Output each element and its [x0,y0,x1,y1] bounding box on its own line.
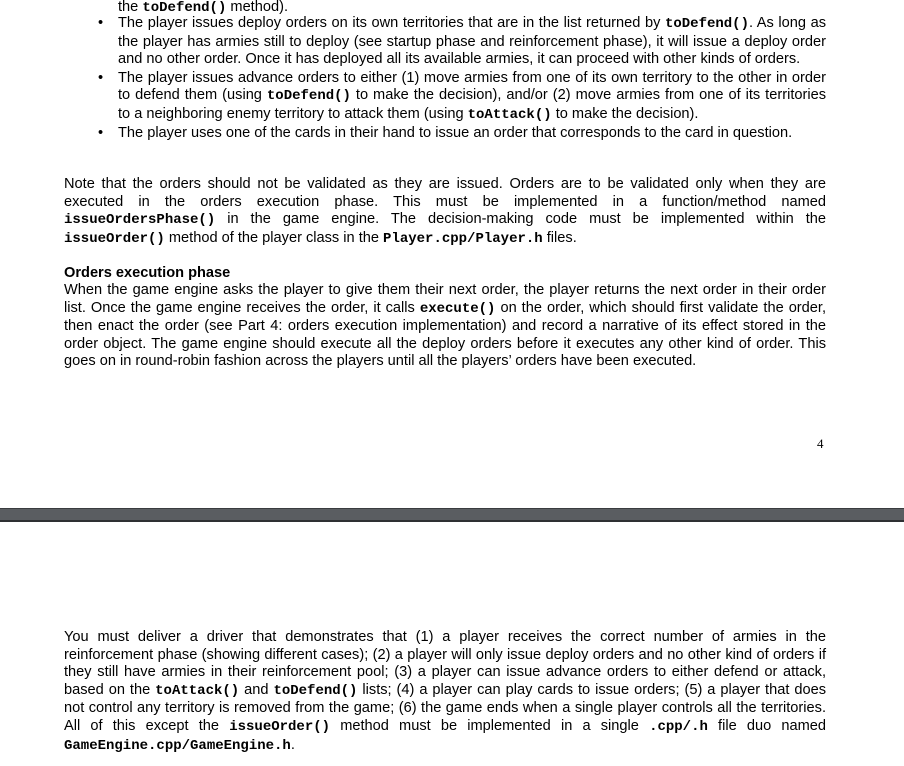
text-run: lists; (4) a player can play cards to issue orders; (5) a player that does not control any territory is removed from the game; (6) the game ends when a single player controls all the territories. All of this except the [64,681,826,734]
code-run: issueOrdersPhase() [64,212,216,229]
text-run: files. [542,229,577,246]
code-run: execute() [419,300,496,317]
driver-paragraph [64,629,826,755]
text-run: method). [226,0,289,15]
execution-phase-heading: Orders execution phase [64,265,231,281]
page-separator [0,508,904,522]
page-number: 4 [817,436,824,451]
bullet-item [96,70,826,125]
player-orders-bullet-list [96,15,826,144]
text-run: method must be implemented in a single [330,717,650,734]
code-run: .cpp/.h [649,718,708,735]
text-run: to make the decision), and/or (2) move armies from one of its territories to a neighboring enemy territory to attack them (using [118,87,827,122]
text-run: . [290,736,295,753]
text-run: The player issues deploy orders on its own territories that are in the list returned by [118,15,665,31]
text-run: and [239,681,274,698]
text-run: the [118,0,143,15]
code-run: issueOrder() [229,718,331,735]
text-run: on the order, which should first validate the order, then enact the order (see Part 4: orders execution implementation) and record a narrative of its effect stored in the order object. The game engine should execute all the deploy orders before it executes any other kind of order. This goes on in round-robin fashion across the players until all the players’ orders have been executed. [64,299,827,370]
bullet-item [96,125,826,143]
code-run: GameEngine.cpp/GameEngine.h [64,737,291,754]
code-run: toDefend() [664,16,749,32]
text-run: to make the decision). [551,105,699,122]
note-paragraph [64,176,826,248]
text-run: . As long as the player has armies still to deploy (see startup phase and reinforcement phase), it will issue a deploy order and no other order. Once it has deployed all its available armies, it can proceed with other kinds of orders. [118,15,826,67]
text-run: The player issues advance orders to either (1) move armies from one of its own territory to the other in order to defend them (using [118,69,826,103]
text-run: When the game engine asks the player to give them their next order, the player returns the next order in their order list. Once the game engine receives the order, it calls [64,282,826,316]
execution-paragraph [64,282,826,371]
code-run: toDefend() [273,682,358,699]
code-run: toAttack() [155,682,240,699]
text-run: The player uses one of the cards in their hand to issue an order that corresponds to the card in question. [118,125,793,141]
bullet-item [96,15,826,69]
code-run: issueOrder() [64,230,165,247]
text-run: in the game engine. The decision-making code must be implemented within the [215,211,826,228]
code-run: Player.cpp/Player.h [383,230,543,247]
text-run: You must deliver a driver that demonstrates that (1) a player receives the correct number of armies in the reinforcement phase (showing different cases); (2) a player will only issue deploy orders and no other kind of orders if they still have armies in their reinforcement pool; (3) a player can issue advance orders to either defend or attack, based on the [64,629,826,698]
text-run: Note that the orders should not be validated as they are issued. Orders are to be validated only when they are executed in the orders execution phase. This must be implemented in a function/method named [64,176,826,210]
code-run: toDefend() [142,0,227,16]
document-page-bottom [0,522,904,766]
text-run: file duo named [707,717,826,734]
code-run: toDefend() [266,88,351,104]
code-run: toAttack() [467,106,552,123]
text-run: method of the player class in the [164,229,384,246]
